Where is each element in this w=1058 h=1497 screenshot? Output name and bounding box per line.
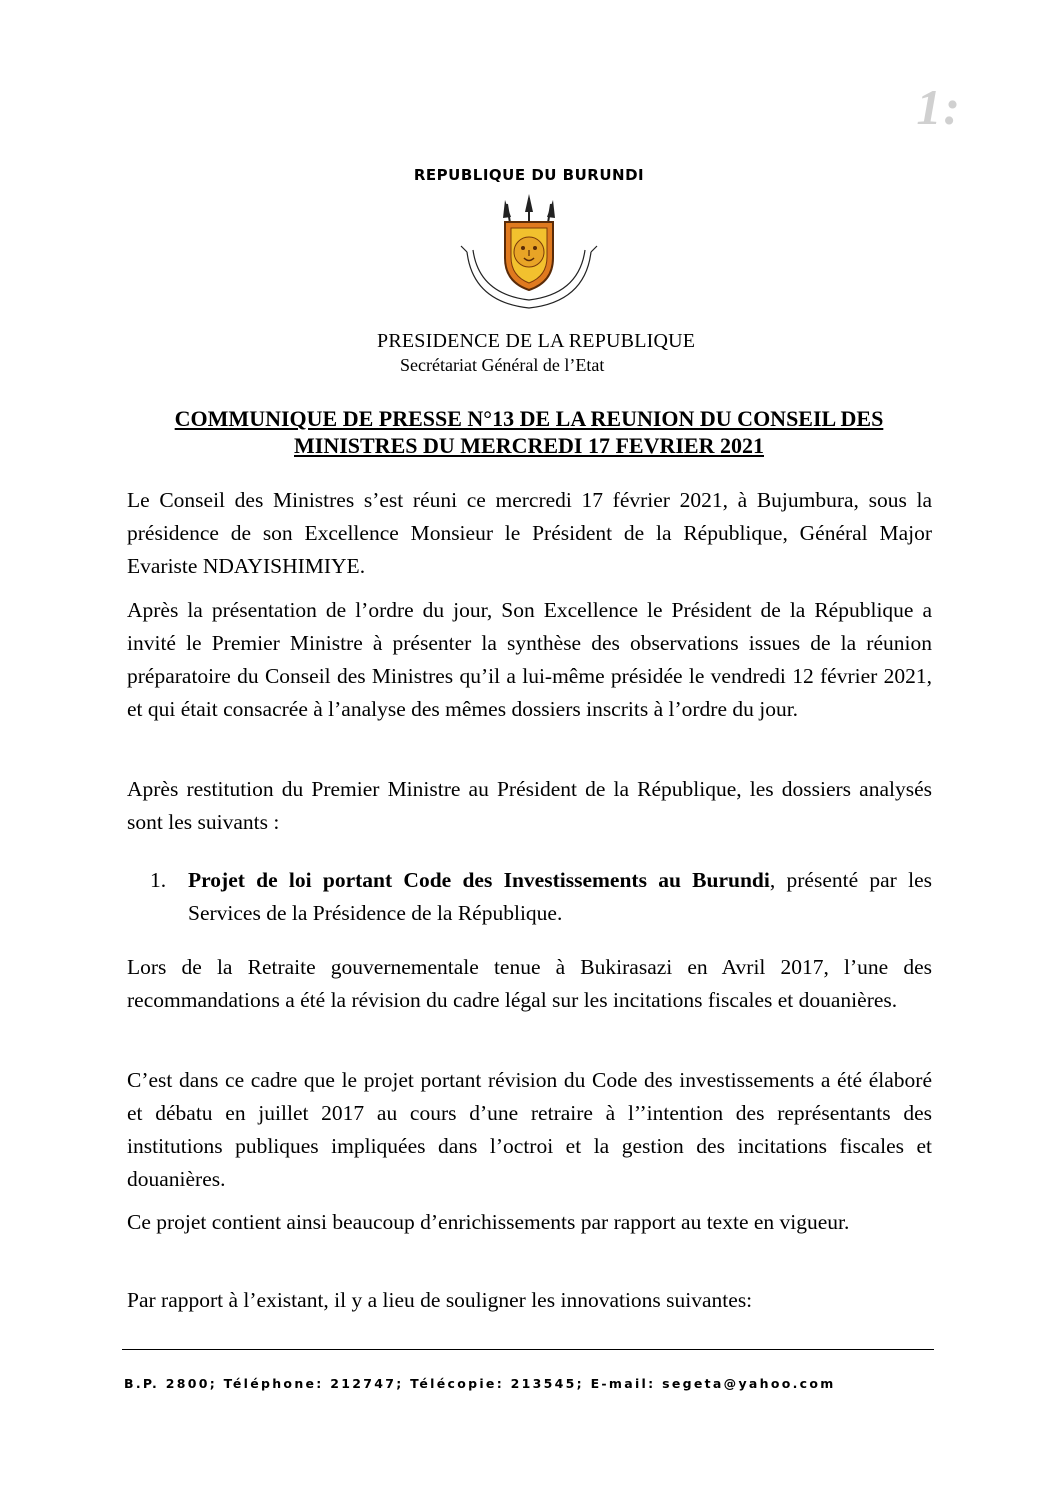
press-release-title bbox=[120, 405, 938, 459]
secretariat-heading: Secrétariat Général de l’Etat bbox=[400, 355, 605, 375]
list-item-1 bbox=[150, 864, 932, 930]
paragraph-4: Lors de la Retraite gouvernementale tenue à Bukirasazi en Avril 2017, l’une des recommandations a été la révision du cadre légal sur les incitations fiscales et douanières. bbox=[127, 955, 932, 1012]
title-line-2: MINISTRES DU MERCREDI 17 FEVRIER 2021 bbox=[294, 433, 764, 458]
footer-contact: B.P. 2800; Téléphone: 212747; Télécopie: 213545; E-mail: segeta@yahoo.com bbox=[124, 1376, 836, 1391]
paragraph-3: Après restitution du Premier Ministre au Président de la République, les dossiers analysés sont les suivants : bbox=[127, 777, 932, 834]
page-number: 1: bbox=[916, 79, 962, 135]
country-heading: REPUBLIQUE DU BURUNDI bbox=[413, 166, 645, 184]
footer-divider bbox=[122, 1349, 934, 1350]
title-line-1: COMMUNIQUE DE PRESSE N°13 DE LA REUNION DU CONSEIL DES bbox=[174, 406, 884, 431]
paragraph-1: Le Conseil des Ministres s’est réuni ce mercredi 17 février 2021, à Bujumbura, sous la présidence de son Excellence Monsieur le Président de la République, Général Major Evariste NDAYISHIMIYE. bbox=[127, 488, 932, 578]
list-item-number: 1. bbox=[150, 868, 167, 892]
paragraph-5: C’est dans ce cadre que le projet portant révision du Code des investissements a été élaboré et débatu en juillet 2017 au cours d’une retraire à l’’intention des représentants des institutions publiques impliquées dans l’octroi et la gestion des incitations fiscales et douanières. bbox=[127, 1068, 932, 1191]
motto bbox=[459, 190, 460, 191]
paragraph-2: Après la présentation de l’ordre du jour, Son Excellence le Président de la République a invité le Premier Ministre à présenter la synthèse des observations issues de la réunion préparatoire du Conseil des Ministres qu’il a lui-même présidée le vendredi 12 février 2021, et qui était consacrée à l’analyse des mêmes dossiers inscrits à l’ordre du jour. bbox=[127, 598, 932, 721]
paragraph-7: Par rapport à l’existant, il y a lieu de souligner les innovations suivantes: bbox=[127, 1288, 753, 1312]
paragraph-6: Ce projet contient ainsi beaucoup d’enrichissements par rapport au texte en vigueur. bbox=[127, 1210, 850, 1234]
list-item-title: Projet de loi portant Code des Investissements au Burundi bbox=[188, 868, 770, 892]
coat-of-arms-icon bbox=[459, 190, 599, 330]
list-item-rest: , présenté par les Services de la Présidence de la République. bbox=[188, 868, 932, 925]
list-item-content bbox=[188, 864, 932, 930]
presidency-heading: PRESIDENCE DE LA REPUBLIQUE bbox=[377, 330, 696, 352]
